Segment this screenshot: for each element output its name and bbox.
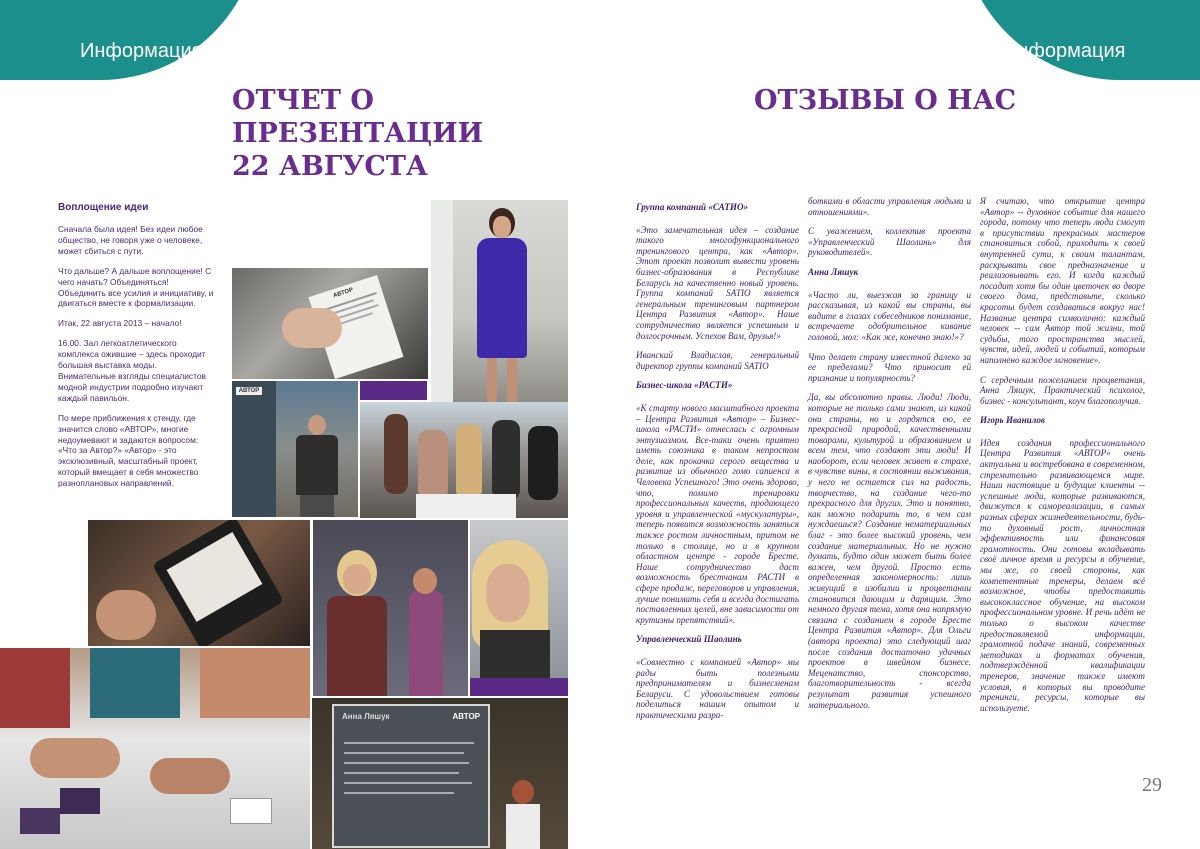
review-paragraph: «К старту нового масштабного проекта – Центра Развития «Автор» – Бизнес-школа «РАСТИ» отнеслась с огромным энтузиазмом. Все-таки очень приятно иметь союзника в таком непростом деле, как прокачка серого вещества и развитие из обычного гомо сапиенса в Человека Успешного! Это очень здорово, что, помимо тренировки профессиональных качеств, продающего уровня и управленческой «мускулатуры», теперь появится возможность заняться также ростом личностным, притом не только в столице, но и в крупном областном центре - городе Бресте. Наше сотрудничество даст возможность брестчанам РАСТИ в сфере продаж, переговоров и управления, лучше понимать себя и всегда достигать поставленных целей, вне зависимости от крутизны препятствий». (636, 402, 799, 625)
review-paragraph: «Часто ли, выезжая за границу и рассказывая, из какой вы страны, вы видите в глазах собеседников понимание, встречаете одобрительное кивание головой, мол: «Как же, конечно знаю!»? (808, 289, 971, 342)
page-number: 29 (1142, 774, 1162, 796)
photo-ereader (88, 520, 310, 646)
article-body (58, 224, 216, 498)
review-paragraph: «Это замечательная идея – создание такого многофункционального тренингового центра, как «Автор». Этот проект позволит вывести уровень бизнес-образования в Республике Беларусь на качественно новый уровень. Группа компаний SATIO является генеральным тренинговым партнером Центра Развития «Автор». Наше сотрудничество является успешным и долгосрочным. Успехов Вам, друзья!» (636, 224, 799, 341)
purple-accent (360, 381, 427, 400)
review-paragraph: «Совместно с компанией «Автор» мы рады быть полезными предпринимателям и бизнесменам Беларуси. С удовольствием готовы поделиться нашим опытом и практическими разра- (636, 656, 799, 720)
review-author: Игорь Иванилов (980, 415, 1045, 426)
blue-dress (477, 238, 527, 358)
review-paragraph: Иванский Владислав, генеральный директор группы компаний SATIO (636, 350, 799, 371)
article-paragraph: Сначала была идея! Без идеи любое общество, не говоря уже о человеке, может сбиться с пути. (58, 224, 203, 256)
reviews-column-1 (636, 202, 799, 730)
review-author: Управленческий Шаолинь (636, 634, 742, 645)
ereader-device (152, 520, 284, 646)
photo-women-group (313, 520, 468, 696)
review-paragraph: Идея создания профессионального Центра Развития «АВТОР» очень актуальна и востребована в современном, стремительно развивающемся мире. Наши настоящие и будущие клиенты -- успешные люди, которые развиваются, движутся к самореализации, в самых разных сферах жизнедеятельности, будь-то духовный рост, личностная эффективность или финансовая грамотность. Они готовы вкладывать своё личное время и ресурсы в обучение, мы же, со своей стороны, как компетентные тренеры, делаем всё возможное, чтобы предоставить высококлассное обучение, на высоком профессиональном уровне. И речь идёт не только о высоком качестве предоставляемой информации, грамотной подаче знаний, современных методиках и форматах обучения, подтверждённой квалификации тренеров, значение также имеют условия, в которых вы проводите тренинги, ресурсы, которые вы используете. (980, 437, 1145, 713)
review-author: Бизнес-школа «РАСТИ» (636, 380, 733, 391)
reviews-title: ОТЗЫВЫ О НАС (754, 85, 1017, 116)
article-paragraph: По мере приближения к стенду, где значится слово «АВТОР», многие недоумевают и задаются вопросом: «Что за Автор?» «Автор» - это эксклюзивный, масштабный проект, который вмещает в себя множество разноплановых направлений. (58, 412, 199, 489)
review-paragraph: С сердечным пожеланием процветания, Анна Ляшук, Практический психолог, бизнес - консультант, коуч благополучия. (980, 374, 1145, 406)
photo-presentation (312, 698, 568, 849)
photo-expo-crowd (360, 402, 568, 518)
article-paragraph: Итак, 22 августа 2013 – начало! (58, 318, 182, 329)
right-page (600, 0, 1200, 849)
slide-name: Анна Ляшук (342, 712, 390, 721)
reviews-column-2 (808, 196, 971, 719)
page-title: ОТЧЕТ О ПРЕЗЕНТАЦИИ 22 АВГУСТА (232, 85, 484, 182)
photo-woman-speaker (431, 200, 568, 402)
slide-brand: АВТОР (452, 712, 480, 721)
review-paragraph: С уважением, коллектив проекта «Управленческий Шаолинь» для руководителей». (808, 226, 971, 258)
article-paragraph: Что дальше? А дальше воплощение! С чего начать? Объединяться! Объединить все усилия и инициативу, и двигаться вместе к формализации. (58, 265, 214, 309)
banner-label: АВТОР (236, 387, 262, 395)
review-paragraph: Что делает страну известной далеко за ее пределами? Что приносит ей признание и популярность? (808, 351, 971, 383)
photo-paper-reader (232, 268, 428, 379)
photo-hands-table (0, 648, 310, 849)
projection-screen (332, 704, 490, 848)
photo-man-at-stand (232, 381, 358, 517)
review-author: Группа компаний «САТИО» (636, 202, 749, 212)
review-paragraph: Да, вы абсолютно правы. Люди! Люди, которые не только сами знают, из какой они страны, но и гордятся ею, ее прекрасной природой, качественными товарами, культурой и образованием и всем тем, что создают эти люди! И наоборот, если человек живет в страхе, в чувстве вины, в состоянии выживания, у него не остается сил на радость, творчество, на создание чего-то прекрасного для других. Это и понятно, как можно подарить то, в чем сам нуждаешься? Создание нематериальных благ - это более высокий уровень, чем создание материальных. Но не нужно думать, будто один может быть более важен, чем другой. Просто есть определенная закономерность: лишь живущий в изобилии и процветании становится дающим и дарящим. Это немного другая тема, хотя она напрямую связана с созданием в городе Бресте Центра Развития «Автор». Для Ольги (автора проекта) это следующий шаг после создания достаточно удачных проектов в швейном бизнесе. Меценатство, спонсорство, благотворительность - всегда результат развития успешного материального. (808, 392, 971, 710)
reviews-column-3 (980, 196, 1145, 722)
photo-blonde-portrait (470, 520, 568, 678)
review-paragraph: Я считаю, что открытие центра «Автор» -- духовное событие для нашего города, потому что теперь люди смогут в присутствии прекрасных мастеров становиться собой, приходить к своей внутренней сути, к своим талантам, раскрывать свое предназначение и реализовывать его. И когда каждый посадит хотя бы один цветочек во дворе своего дома, представьте, сколько красоты будет создаваться вокруг нас! Название центра символично: каждый человек -- сам Автор той жизни, той судьбы, того пространства мыслей, чувств, идей, людей и событий, которым наполнено каждое мгновение». (980, 196, 1145, 365)
review-paragraph: ботками в области управления людьми и отношениями». (808, 196, 971, 217)
subheading: Воплощение идеи (58, 202, 149, 213)
hand (282, 308, 342, 348)
review-author: Анна Ляшук (808, 266, 859, 277)
section-label-right: Информация (1003, 40, 1126, 62)
paper-label: АВТОР (332, 287, 355, 300)
article-paragraph: 16.00. Зал легкоатлетического комплекса ожившие – здесь проходит большая выставка моды. Внимательные взгляды специалистов модной индустрии подробно изучают каждый павильон. (58, 338, 206, 403)
section-label: Информация (80, 40, 203, 62)
purple-accent-2 (470, 678, 568, 696)
